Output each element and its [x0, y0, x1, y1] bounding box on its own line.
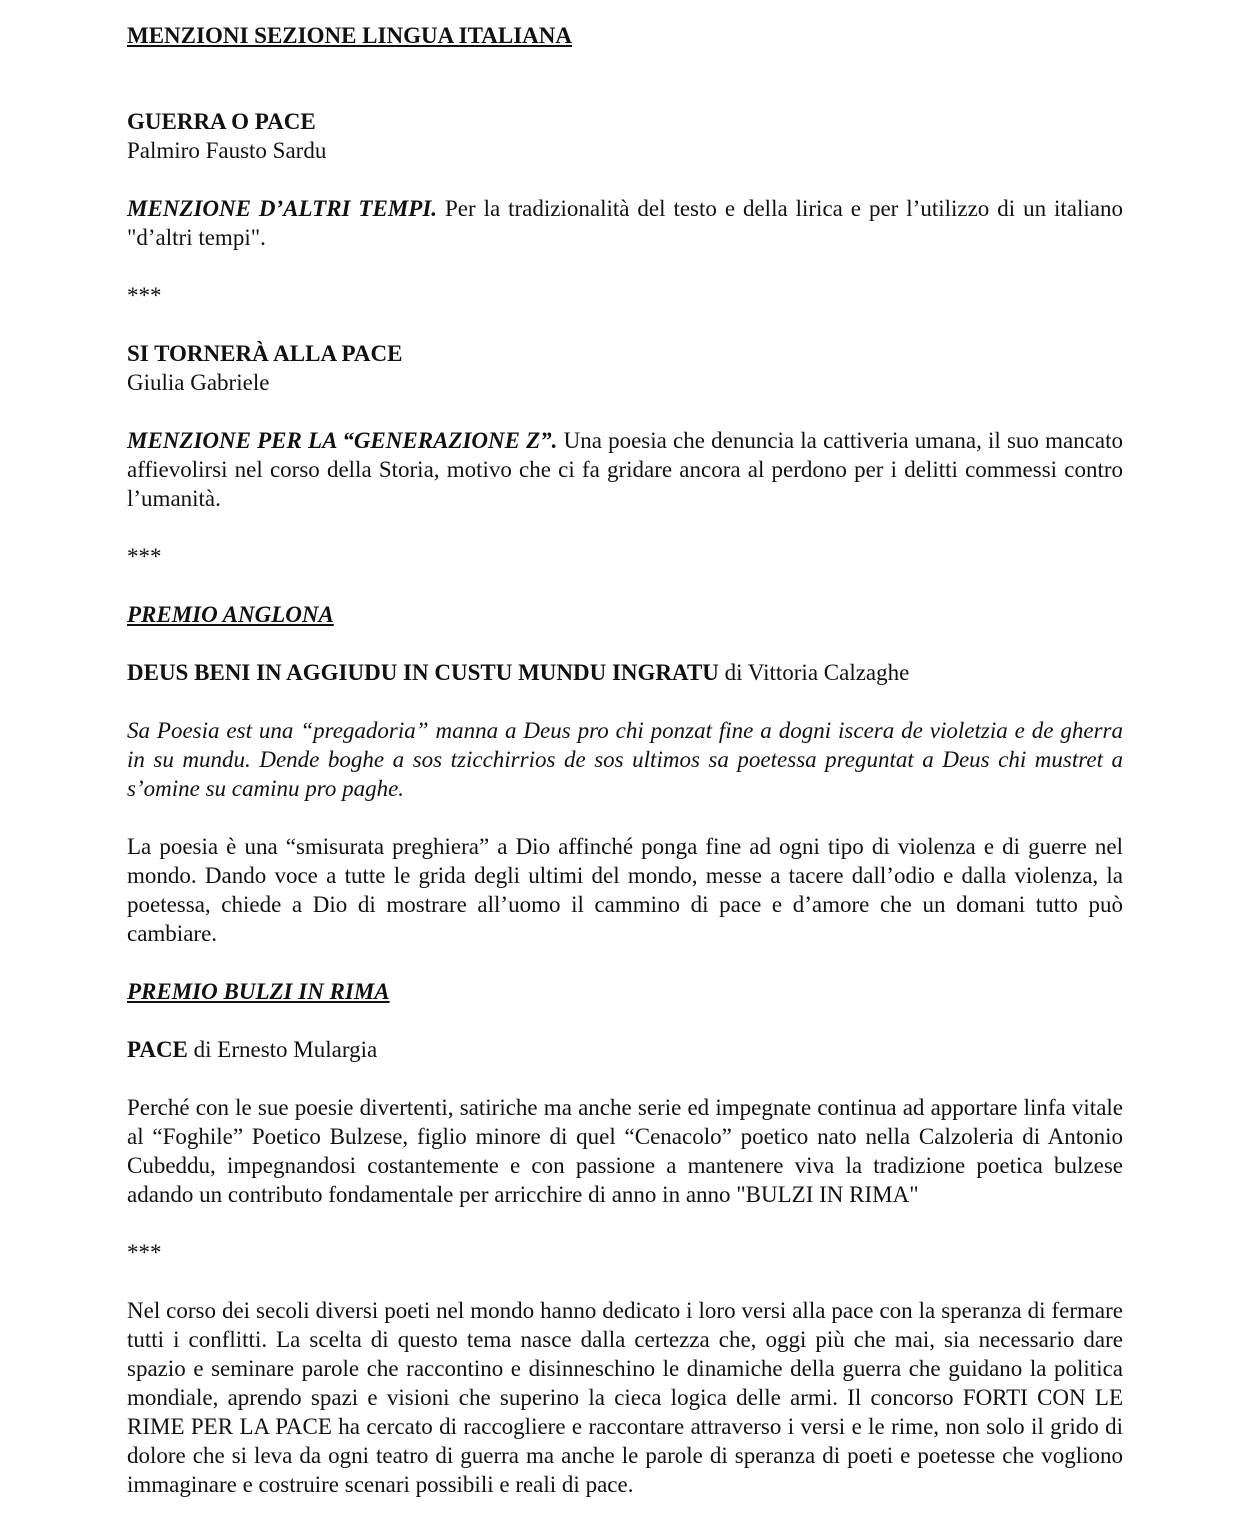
document-page [127, 21, 1123, 1499]
premio-bulzi-work [127, 1035, 1123, 1064]
entry2-mention [127, 426, 1123, 513]
entry2-author: Giulia Gabriele [127, 370, 270, 395]
main-title: MENZIONI SEZIONE LINGUA ITALIANA [127, 23, 572, 48]
entry2-mention-text: Una poesia che denuncia la cattiveria umana, il suo mancato affievolirsi nel corso della Storia, motivo che ci fa gridare ancora al perdono per i delitti commessi contro l’umanità. [127, 428, 1123, 511]
entry1-title: GUERRA O PACE [127, 109, 316, 134]
separator-1: *** [127, 283, 162, 308]
separator-2: *** [127, 544, 162, 569]
premio-bulzi-work-title: PACE [127, 1037, 188, 1062]
closing-paragraph: Nel corso dei secoli diversi poeti nel mondo hanno dedicato i loro versi alla pace con la speranza di fermare tutti i conflitti. La scelta di questo tema nasce dalla certezza che, oggi più che mai, sia necessario dare spazio e seminare parole che raccontino e disinneschino le dinamiche della guerra che guidano la politica mondiale, aprendo spazi e visioni che superino la cieca logica delle armi. Il concorso FORTI CON LE RIME PER LA PACE ha cercato di raccogliere e raccontare attraverso i versi e le rime, non solo il grido di dolore che si leva da ogni teatro di guerra ma anche le parole di speranza di poeti e poetesse che vogliono immaginare e costruire scenari possibili e reali di pace. [127, 1298, 1123, 1497]
premio-anglona-sardinian-text: Sa Poesia est una “pregadoria” manna a Deus pro chi ponzat fine a dogni iscera de violetzia e de gherra in su mundu. Dende boghe a sos tzicchirrios de sos ultimos sa poetessa preguntat a Deus chi mustret a s’omine su caminu pro paghe. [127, 718, 1123, 801]
premio-bulzi-work-author: di Ernesto Mulargia [187, 1037, 378, 1062]
entry1-mention-text: Per la tradizionalità del testo e della lirica e per l’utilizzo di un italiano "d’altri tempi". [127, 196, 1123, 250]
entry2-mention-label: MENZIONE PER LA “GENERAZIONE Z”. [127, 428, 558, 453]
entry1-mention [127, 194, 1123, 252]
premio-anglona-work-title: DEUS BENI IN AGGIUDU IN CUSTU MUNDU INGRATU [127, 660, 719, 685]
separator-3: *** [127, 1240, 162, 1265]
premio-anglona-work-author: di Vittoria Calzaghe [718, 660, 910, 685]
premio-anglona-work [127, 658, 1123, 687]
entry1-author: Palmiro Fausto Sardu [127, 138, 327, 163]
entry1-mention-label: MENZIONE D’ALTRI TEMPI. [127, 196, 438, 221]
premio-anglona-italian-text: La poesia è una “smisurata preghiera” a Dio affinché ponga fine ad ogni tipo di violenza e di guerre nel mondo. Dando voce a tutte le grida degli ultimi del mondo, messe a tacere dall’odio e dalla violenza, la poetessa, chiede a Dio di mostrare all’uomo il cammino di pace e d’amore che un domani tutto può cambiare. [127, 834, 1123, 946]
entry2-title: SI TORNERÀ ALLA PACE [127, 341, 403, 366]
premio-bulzi-heading: PREMIO BULZI IN RIMA [127, 979, 390, 1004]
premio-bulzi-text: Perché con le sue poesie divertenti, satiriche ma anche serie ed impegnate continua ad apportare linfa vitale al “Foghile” Poetico Bulzese, figlio minore di quel “Cenacolo” poetico nato nella Calzoleria di Antonio Cubeddu, impegnandosi costantemente e con passione a mantenere viva la tradizione poetica bulzese adando un contributo fondamentale per arricchire di anno in anno "BULZI IN RIMA" [127, 1095, 1123, 1207]
premio-anglona-heading: PREMIO ANGLONA [127, 602, 334, 627]
